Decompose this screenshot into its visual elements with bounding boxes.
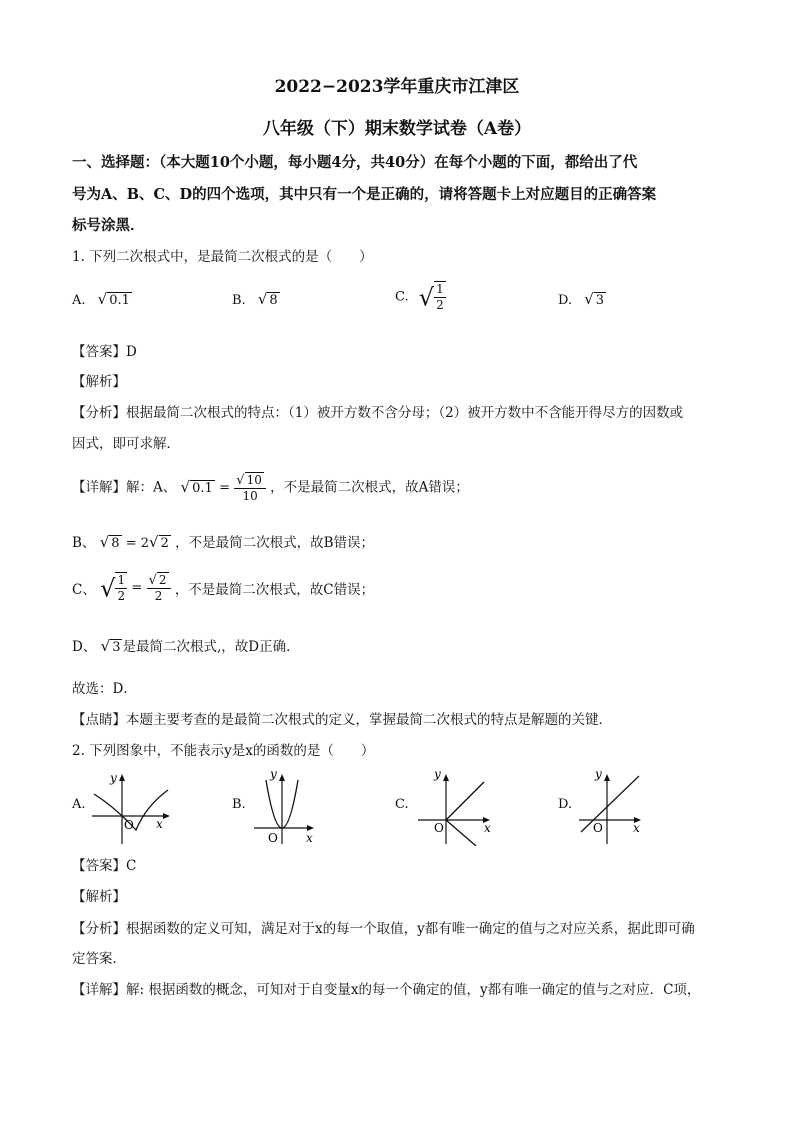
ray-down: [446, 820, 476, 846]
q1-detail-b-pre: B、: [72, 535, 96, 551]
q1-answer: [72, 340, 137, 360]
q1-option-c-denominator: 2: [436, 298, 444, 312]
q1-detail-a-denominator: 10: [242, 489, 258, 503]
q1-answer-value: D: [126, 344, 137, 360]
q1-option-a-radicand: 0.1: [109, 293, 130, 308]
graph-line: [581, 776, 639, 832]
q1-detail-c-denominator2: 2: [154, 589, 163, 603]
q1-option-c: C. √ $\frac{1}{2}$: [395, 282, 444, 312]
q2-stem: 2. 下列图象中，不能表示y是x的函数的是（ ）: [72, 743, 375, 759]
fenxi-tag: 【分析】: [72, 921, 126, 937]
q1-option-a-label: A.: [72, 293, 86, 308]
q1-option-b-label: B.: [232, 293, 246, 308]
q1-dianjing: [72, 708, 612, 728]
fenxi-tag: 【分析】: [72, 405, 126, 421]
q1-detail-c-equals: =: [131, 580, 143, 596]
y-label: y: [270, 767, 277, 781]
q1-detail-a-equals: =: [219, 480, 230, 496]
q2-analysis-tag: 【解析】: [72, 889, 126, 905]
origin-label: O: [593, 821, 603, 835]
q1-detail-d-radicand: 3: [112, 640, 121, 655]
q1-option-a: A. √ 0.1: [72, 290, 130, 308]
q1-stem: 1. 下列二次根式中，是最简二次根式的是（ ）: [72, 249, 373, 265]
q2-fenxi-line1: [72, 917, 695, 937]
q2-fenxi-text1: 根据函数的定义可知，满足对于x的每一个取值，y都有唯一确定的值与之对应关系，据此即可确: [126, 921, 695, 937]
q1-detail-d-pre: D、: [72, 639, 97, 655]
y-label: y: [434, 767, 441, 781]
q2-graph-d-label: D.: [558, 797, 573, 812]
q1-detail-b-mid: = 2: [121, 536, 149, 551]
q2-detail-text1: 解: 根据函数的概念，可知对于自变量x的每一个确定的值，y都有唯一确定的值与之对应．C项，: [126, 982, 701, 998]
q1-detail-c-numerator2: 2: [158, 573, 167, 587]
q1-detail-a-radicand: 0.1: [192, 480, 213, 496]
section-instruction-line2: 号为A、B、C、D的四个选项，其中只有一个是正确的，请将答题卡上对应题目的正确答案: [72, 186, 657, 203]
q1-detail-b-post: ，不是最简二次根式，故B错误；: [175, 535, 375, 551]
q1-option-c-numerator: 1: [436, 282, 444, 296]
x-label: x: [156, 817, 163, 831]
y-axis-arrow: [604, 774, 610, 781]
page-subtitle: 八年级（下）期末数学试卷（A卷）: [262, 119, 532, 139]
section-instruction-line3: 标号涂黑．: [72, 217, 145, 234]
y-label: y: [595, 767, 602, 781]
q1-detail-c-denominator: 2: [117, 589, 126, 603]
origin-label: O: [434, 821, 444, 835]
x-label: x: [633, 821, 640, 835]
q1-detail-c-post: ，不是最简二次根式，故C错误；: [174, 582, 375, 598]
q2-detail-line1: [72, 978, 700, 998]
q1-detail-a-pre: 解：A、: [126, 479, 177, 496]
q2-graph-c-label: C.: [395, 797, 409, 812]
answer-tag: 【答案】: [72, 344, 126, 360]
detail-tag: 【详解】: [72, 982, 126, 998]
q1-fenxi-text1: 根据最简二次根式的特点：（1）被开方数不含分母；（2）被开方数中不含能开得尽方的因数或: [126, 405, 684, 421]
q1-analysis-tag: 【解析】: [72, 374, 126, 390]
q1-detail-b: B、 √ 8 = 2√ 2 ，不是最简二次根式，故B错误；: [72, 533, 375, 551]
q1-option-d: D. √ 3: [558, 290, 605, 308]
q1-detail-a-numerator: 10: [246, 473, 262, 487]
q1-conclusion: 故选：D．: [72, 681, 137, 697]
q2-graph-c: [414, 766, 504, 846]
detail-tag: 【详解】: [72, 479, 126, 496]
q2-graph-a-label: A.: [72, 797, 86, 812]
section-instruction-line1: 一、选择题：（本大题10个小题，每小题4分，共40分）在每个小题的下面，都给出了代: [72, 154, 638, 171]
q1-detail-a: 【详解】解：A、 √ 0.1 = $\frac{√ 10}{10}$ ，不是最简二次根式，故A错误；: [72, 473, 469, 503]
q1-detail-d-post: 是最简二次根式,，故D正确．: [122, 639, 300, 655]
ray-up: [446, 782, 484, 820]
y-label: y: [110, 771, 117, 785]
q1-detail-b-radicand2: 2: [160, 536, 169, 551]
q2-graph-b: [250, 766, 330, 846]
q1-detail-a-post: ，不是最简二次根式，故A错误；: [270, 479, 469, 496]
y-axis-arrow: [279, 774, 285, 781]
q2-answer: [72, 854, 136, 874]
q1-detail-d: D、 √ 3 是最简二次根式,，故D正确．: [72, 637, 300, 655]
dianjing-tag: 【点睛】: [72, 712, 126, 728]
page-title: 2022−2023学年重庆市江津区: [274, 77, 520, 97]
answer-tag: 【答案】: [72, 858, 126, 874]
q1-dianjing-text: 本题主要考查的是最简二次根式的定义，掌握最简二次根式的特点是解题的关键．: [126, 712, 612, 728]
q1-detail-c: C、 √ $\frac{1}{2}$ = $\frac{√ 2}{2}$ ，不是最简二次根式，故C错误；: [72, 573, 375, 603]
x-label: x: [306, 831, 313, 845]
y-axis-arrow: [119, 774, 125, 781]
q1-detail-b-radicand: 8: [111, 536, 120, 551]
x-label: x: [484, 821, 491, 835]
origin-label: O: [268, 831, 278, 845]
x-axis-arrow: [163, 813, 170, 819]
origin-label: O: [124, 818, 134, 832]
q1-fenxi-line1: [72, 401, 683, 421]
q1-option-b-radicand: 8: [269, 293, 278, 308]
q2-answer-value: C: [126, 858, 137, 874]
q2-graph-b-label: B.: [232, 797, 246, 812]
q1-option-d-label: D.: [558, 293, 573, 308]
q1-fenxi-line2: 因式，即可求解．: [72, 436, 180, 452]
q1-option-d-radicand: 3: [595, 293, 605, 308]
q1-detail-c-numerator: 1: [117, 573, 126, 587]
q1-option-c-label: C.: [395, 289, 409, 305]
q1-detail-c-pre: C、: [72, 582, 96, 598]
q1-option-b: B. √ 8: [232, 290, 278, 308]
q2-graph-a: [88, 766, 178, 846]
q2-graph-d: [575, 766, 665, 846]
q2-fenxi-line2: 定答案．: [72, 951, 126, 967]
y-axis-arrow: [443, 774, 449, 781]
